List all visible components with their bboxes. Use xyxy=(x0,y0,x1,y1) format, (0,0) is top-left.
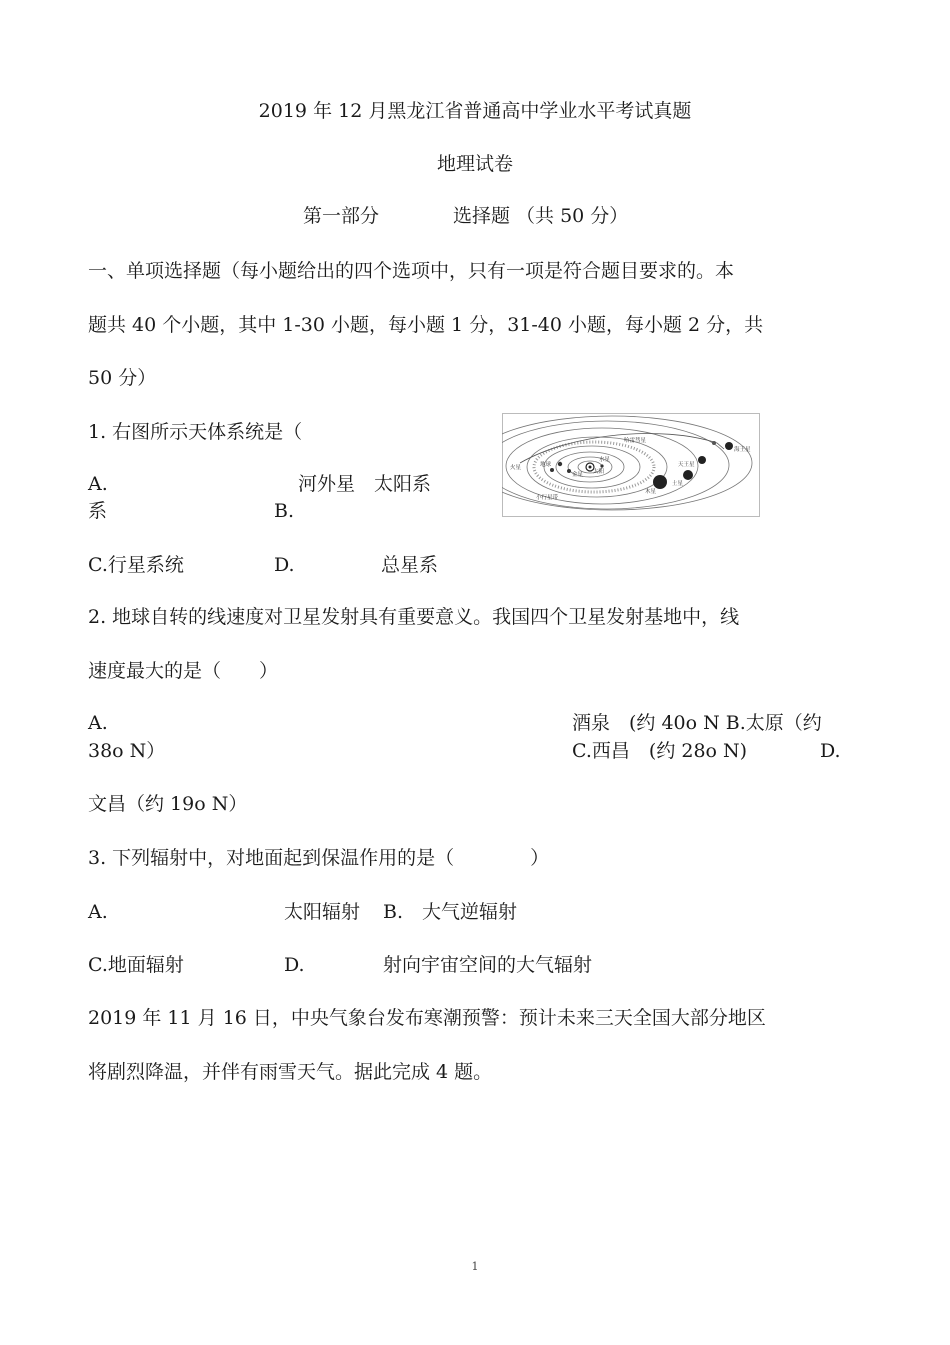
q1-stem: 1. 右图所示天体系统是（ xyxy=(88,421,303,443)
comet-icon xyxy=(712,441,716,445)
label-mercury: 水星 xyxy=(599,457,611,463)
q3-option-a-label: A. xyxy=(88,901,108,923)
section-instructions-line-3: 50 分） xyxy=(88,367,157,389)
q1-option-d-label: D. xyxy=(274,554,295,576)
solar-system-figure xyxy=(502,413,760,517)
page-number: 1 xyxy=(471,1260,479,1273)
section-instructions-line-2: 题共 40 个小题，其中 1-30 小题，每小题 1 分，31-40 小题，每小题 2 分，共 xyxy=(88,314,764,336)
mercury-icon xyxy=(600,464,603,467)
jupiter-icon xyxy=(653,475,667,489)
q2-option-a-label: A. xyxy=(88,712,108,734)
part-label: 第一部分 xyxy=(303,205,380,227)
label-saturn: 土星 xyxy=(672,481,684,487)
label-earth: 地球 xyxy=(540,462,552,468)
label-sun: 太阳 xyxy=(593,469,605,475)
q1-option-a-text: 河外星 太阳系 xyxy=(298,473,432,495)
q2-option-d-label: D. xyxy=(820,740,841,762)
q2-option-b-continuation: 38o N） xyxy=(88,740,166,762)
q1-option-d-text: 总星系 xyxy=(381,554,439,576)
label-venus: 金星 xyxy=(572,472,584,478)
label-uranus: 天王星 xyxy=(678,462,695,468)
q1-option-b-label: B. xyxy=(274,500,295,522)
label-neptune: 海王星 xyxy=(734,447,751,453)
q1-option-c: C.行星系统 xyxy=(88,554,184,576)
exam-title: 2019 年 12 月黑龙江省普通高中学业水平考试真题 xyxy=(258,100,692,122)
label-halley-comet: 哈雷彗星 xyxy=(624,438,647,444)
q3-option-d-text: 射向宇宙空间的大气辐射 xyxy=(383,954,593,976)
label-jupiter: 木星 xyxy=(645,489,657,495)
venus-icon xyxy=(567,469,571,473)
label-mars: 火星 xyxy=(510,465,522,471)
q3-stem: 3. 下列辐射中，对地面起到保温作用的是（ ） xyxy=(88,847,550,869)
neptune-icon xyxy=(725,442,733,450)
q2-option-a-text: 酒泉 (约 40o N B.太原（约 xyxy=(572,712,822,734)
q2-stem-line-2: 速度最大的是（ ） xyxy=(88,660,279,682)
saturn-icon xyxy=(683,470,693,480)
section-instructions-line-1: 一、单项选择题（每小题给出的四个选项中，只有一项是符合题目要求的。本 xyxy=(88,260,735,282)
uranus-icon xyxy=(698,456,706,464)
part-name: 选择题 （共 50 分） xyxy=(453,205,629,227)
q2-option-c: C.西昌 (约 28o N) xyxy=(572,740,748,762)
q3-option-c: C.地面辐射 xyxy=(88,954,184,976)
passage-line-2: 将剧烈降温，并伴有雨雪天气。据此完成 4 题。 xyxy=(88,1061,493,1083)
q3-option-b: B. 大气逆辐射 xyxy=(383,901,518,923)
mars-icon xyxy=(550,468,554,472)
q3-option-d-label: D. xyxy=(284,954,305,976)
label-asteroid-belt: 小行星带 xyxy=(536,495,559,501)
subject-title: 地理试卷 xyxy=(436,153,513,175)
q2-option-d-text: 文昌（约 19o N） xyxy=(88,793,248,815)
passage-line-1: 2019 年 11 月 16 日，中央气象台发布寒潮预警：预计未来三天全国大部分地区 xyxy=(88,1007,766,1029)
earth-icon xyxy=(558,462,562,466)
q1-option-a-label: A. xyxy=(88,473,108,495)
q3-option-a-text: 太阳辐射 xyxy=(284,901,361,923)
q1-option-a-continuation: 系 xyxy=(88,500,108,522)
q2-stem-line-1: 2. 地球自转的线速度对卫星发射具有重要意义。我国四个卫星发射基地中，线 xyxy=(88,606,740,628)
